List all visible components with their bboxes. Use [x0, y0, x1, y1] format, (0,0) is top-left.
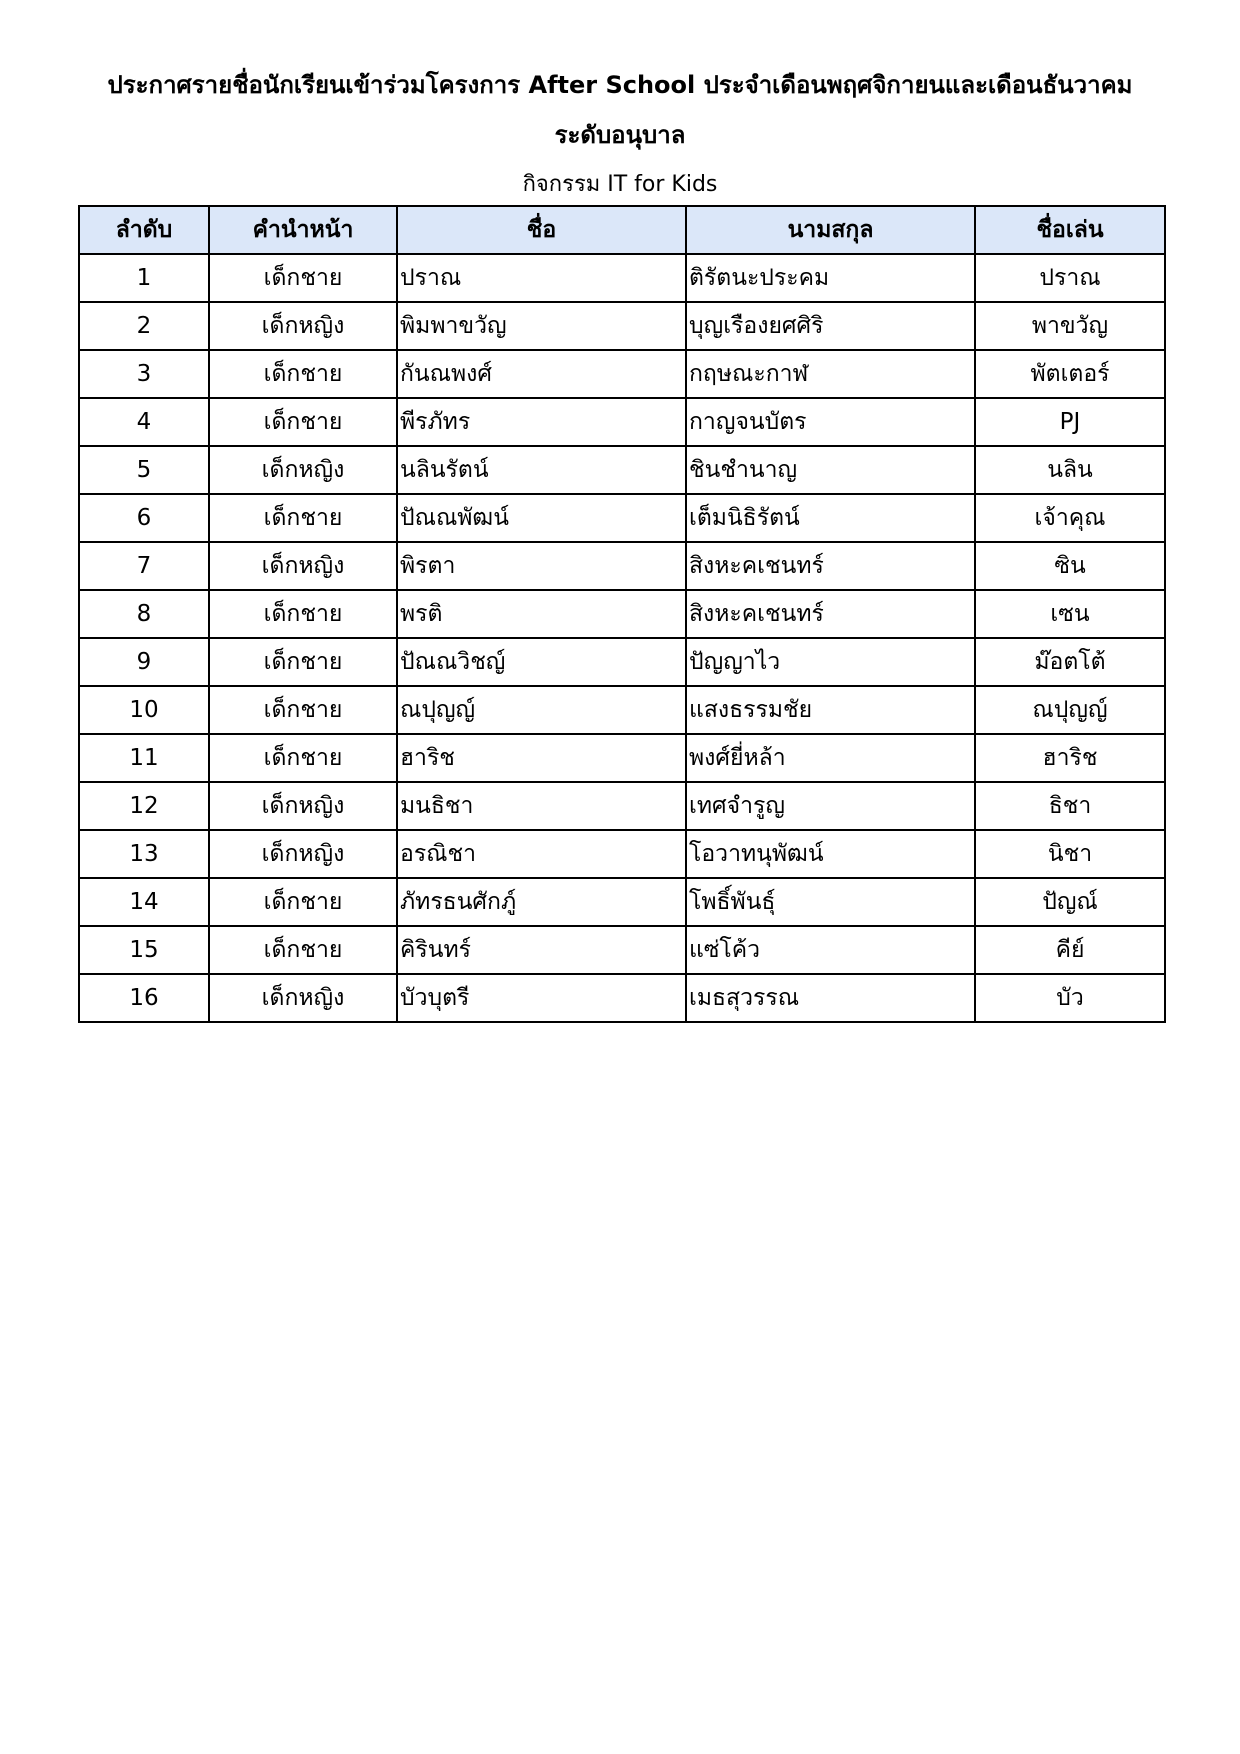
- cell-order: 6: [79, 494, 209, 542]
- cell-nickname: ณปุญญ์: [975, 686, 1165, 734]
- table-row: [79, 398, 1165, 446]
- cell-nickname: คีย์: [975, 926, 1165, 974]
- cell-nickname: นลิน: [975, 446, 1165, 494]
- cell-prefix: เด็กชาย: [209, 398, 397, 446]
- cell-last-name: สิงหะคเชนทร์: [686, 542, 975, 590]
- table-row: [79, 494, 1165, 542]
- cell-prefix: เด็กชาย: [209, 734, 397, 782]
- table-row: [79, 350, 1165, 398]
- cell-order: 16: [79, 974, 209, 1022]
- cell-nickname: พาขวัญ: [975, 302, 1165, 350]
- cell-order: 7: [79, 542, 209, 590]
- table-row: [79, 302, 1165, 350]
- cell-order: 8: [79, 590, 209, 638]
- cell-last-name: ติรัตนะประคม: [686, 254, 975, 302]
- cell-nickname: เซน: [975, 590, 1165, 638]
- cell-order: 14: [79, 878, 209, 926]
- table-row: [79, 734, 1165, 782]
- cell-nickname: ฮาริช: [975, 734, 1165, 782]
- cell-prefix: เด็กชาย: [209, 350, 397, 398]
- level-heading: ระดับอนุบาล: [554, 121, 686, 149]
- cell-prefix: เด็กชาย: [209, 590, 397, 638]
- cell-order: 9: [79, 638, 209, 686]
- cell-first-name: ณปุญญ์: [397, 686, 686, 734]
- cell-last-name: บุญเรืองยศศิริ: [686, 302, 975, 350]
- cell-first-name: พิมพาขวัญ: [397, 302, 686, 350]
- cell-first-name: คิรินทร์: [397, 926, 686, 974]
- cell-order: 12: [79, 782, 209, 830]
- document-title: ประกาศรายชื่อนักเรียนเข้าร่วมโครงการ After School ประจำเดือนพฤศจิกายนและเดือนธันวาคม: [107, 71, 1133, 99]
- cell-first-name: บัวบุตรี: [397, 974, 686, 1022]
- cell-last-name: ปัญญาไว: [686, 638, 975, 686]
- table-header: [79, 206, 1165, 254]
- cell-order: 3: [79, 350, 209, 398]
- cell-prefix: เด็กหญิง: [209, 830, 397, 878]
- cell-prefix: เด็กชาย: [209, 686, 397, 734]
- cell-prefix: เด็กชาย: [209, 926, 397, 974]
- cell-first-name: พีรภัทร: [397, 398, 686, 446]
- cell-order: 4: [79, 398, 209, 446]
- cell-last-name: แสงธรรมชัย: [686, 686, 975, 734]
- cell-order: 15: [79, 926, 209, 974]
- cell-prefix: เด็กหญิง: [209, 974, 397, 1022]
- column-header-order: ลำดับ: [79, 206, 209, 254]
- cell-last-name: กฤษณะกาฬ: [686, 350, 975, 398]
- cell-prefix: เด็กหญิง: [209, 446, 397, 494]
- cell-last-name: สิงหะคเชนทร์: [686, 590, 975, 638]
- column-header-nickname: ชื่อเล่น: [975, 206, 1165, 254]
- table-row: [79, 686, 1165, 734]
- cell-last-name: เต็มนิธิรัตน์: [686, 494, 975, 542]
- cell-last-name: พงศ์ยี่หล้า: [686, 734, 975, 782]
- cell-first-name: มนธิชา: [397, 782, 686, 830]
- cell-prefix: เด็กหญิง: [209, 782, 397, 830]
- cell-last-name: กาญจนบัตร: [686, 398, 975, 446]
- cell-last-name: โพธิ์พันธุ์: [686, 878, 975, 926]
- cell-nickname: PJ: [975, 398, 1165, 446]
- cell-first-name: นลินรัตน์: [397, 446, 686, 494]
- cell-order: 13: [79, 830, 209, 878]
- cell-first-name: ปราณ: [397, 254, 686, 302]
- document-header: [0, 60, 1240, 210]
- cell-order: 2: [79, 302, 209, 350]
- cell-nickname: พัตเตอร์: [975, 350, 1165, 398]
- column-header-first-name: ชื่อ: [397, 206, 686, 254]
- cell-nickname: ซิน: [975, 542, 1165, 590]
- cell-first-name: ภัทรธนศักภู์: [397, 878, 686, 926]
- table-row: [79, 974, 1165, 1022]
- cell-nickname: บัว: [975, 974, 1165, 1022]
- cell-last-name: เทศจำรูญ: [686, 782, 975, 830]
- cell-nickname: ปัญณ์: [975, 878, 1165, 926]
- cell-prefix: เด็กชาย: [209, 638, 397, 686]
- cell-prefix: เด็กหญิง: [209, 542, 397, 590]
- column-header-prefix: คำนำหน้า: [209, 206, 397, 254]
- cell-nickname: ธิชา: [975, 782, 1165, 830]
- table-row: [79, 782, 1165, 830]
- table-row: [79, 926, 1165, 974]
- table-row: [79, 638, 1165, 686]
- cell-order: 10: [79, 686, 209, 734]
- cell-first-name: ฮาริช: [397, 734, 686, 782]
- table-row: [79, 542, 1165, 590]
- cell-first-name: ปัณณวิชญ์: [397, 638, 686, 686]
- cell-nickname: นิชา: [975, 830, 1165, 878]
- header-row: [79, 206, 1165, 254]
- table-body: [79, 254, 1165, 1022]
- column-header-last-name: นามสกุล: [686, 206, 975, 254]
- table-row: [79, 878, 1165, 926]
- cell-prefix: เด็กชาย: [209, 254, 397, 302]
- cell-nickname: ม๊อตโต้: [975, 638, 1165, 686]
- cell-first-name: ปัณณพัฒน์: [397, 494, 686, 542]
- cell-first-name: อรณิชา: [397, 830, 686, 878]
- activity-heading: กิจกรรม IT for Kids: [522, 172, 718, 197]
- cell-prefix: เด็กหญิง: [209, 302, 397, 350]
- student-roster-table: [78, 205, 1166, 1023]
- table-row: [79, 446, 1165, 494]
- table-row: [79, 254, 1165, 302]
- cell-last-name: โอวาทนุพัฒน์: [686, 830, 975, 878]
- cell-nickname: เจ้าคุณ: [975, 494, 1165, 542]
- cell-nickname: ปราณ: [975, 254, 1165, 302]
- cell-prefix: เด็กชาย: [209, 494, 397, 542]
- cell-last-name: เมธสุวรรณ: [686, 974, 975, 1022]
- cell-first-name: พิรตา: [397, 542, 686, 590]
- cell-order: 1: [79, 254, 209, 302]
- table-row: [79, 590, 1165, 638]
- cell-prefix: เด็กชาย: [209, 878, 397, 926]
- cell-last-name: ชินชำนาญ: [686, 446, 975, 494]
- cell-order: 5: [79, 446, 209, 494]
- cell-order: 11: [79, 734, 209, 782]
- cell-first-name: พรติ: [397, 590, 686, 638]
- table-row: [79, 830, 1165, 878]
- cell-first-name: กันณพงศ์: [397, 350, 686, 398]
- cell-last-name: แซ่โค้ว: [686, 926, 975, 974]
